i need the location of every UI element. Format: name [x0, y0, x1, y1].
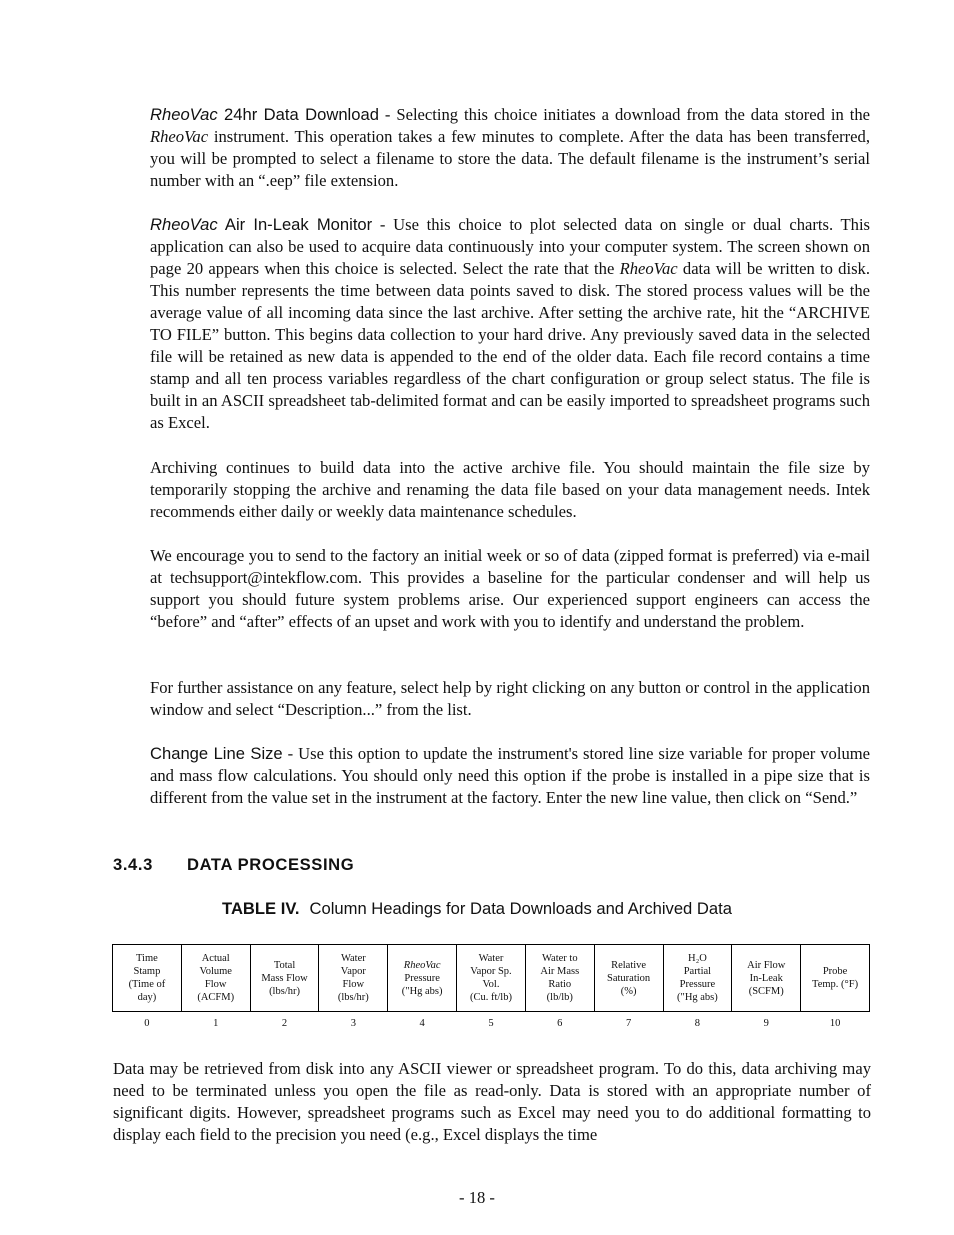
- header-cell: Probe Temp. (°F): [801, 945, 870, 1012]
- column-index: 2: [281, 1018, 288, 1029]
- column-index: 8: [694, 1018, 701, 1029]
- column-index: 1: [213, 1018, 219, 1029]
- column-index: 9: [763, 1018, 769, 1029]
- index-row: [113, 1012, 870, 1030]
- paragraph-change-line-size: Change Line Size - Use this option to update the instrument's stored line size variable for proper volume and mass flow calculations. You should only need this option if the probe is installed in a pipe size that is different from the value set in the instrument at the factory. Enter the new line value, then click on “Send.”: [150, 744, 871, 807]
- column-index: 10: [829, 1018, 841, 1029]
- section-number: 3.4.3: [113, 855, 153, 874]
- header-cell: H₂O Partial Pressure ("Hg abs): [663, 945, 732, 1012]
- header-cell: Time Stamp (Time of day): [113, 945, 182, 1012]
- column-index: 0: [144, 1018, 150, 1029]
- header-row: [113, 945, 870, 1012]
- column-index: 7: [625, 1018, 632, 1029]
- option-title-change-line-size: Change Line Size: [150, 744, 283, 763]
- paragraph-archiving: Archiving continues to build data into the active archive file. You should maintain the file size by temporarily stopping the archive and renaming the data file based on your data management needs. Intek recommends either daily or weekly data maintenance schedules.: [150, 458, 870, 521]
- section-heading: [113, 855, 354, 875]
- header-cell: Relative Saturation (%): [594, 945, 663, 1012]
- paragraph-encourage-send-data: We encourage you to send to the factory an initial week or so of data (zipped format is preferred) via e-mail at techsupport@intekflow.com. This provides a baseline for the particular condenser and will help us support you should future system problems arise. Our experienced support engineers can access the “before” and “after” effects of an upset and work with you to identify and understand the problem.: [150, 546, 870, 631]
- table-caption-text: Column Headings for Data Downloads and Archived Data: [309, 899, 732, 918]
- header-cell: RheoVac Pressure ("Hg abs): [388, 945, 457, 1012]
- column-headings-table: [112, 944, 870, 1030]
- paragraph-data-retrieval: Data may be retrieved from disk into any ASCII viewer or spreadsheet program. To do this, data archiving may need to be terminated unless you open the file as read-only. Data is stored with an appropriate number of significant digits. However, spreadsheet programs such as Excel may need you to do additional formatting to display each field to the precision you need (e.g., Excel displays the time: [113, 1059, 871, 1144]
- column-index: 5: [488, 1018, 494, 1029]
- paragraph-24hr-download: RheoVac 24hr Data Download - Selecting this choice initiates a download from the data stored in the RheoVac instrument. This operation takes a few minutes to complete. After the data has been transferred, you will be prompted to select a filename to store the data. The default filename is the instrument’s serial number with an “.eep” file extension.: [150, 105, 870, 190]
- header-cell: Actual Volume Flow (ACFM): [181, 945, 250, 1012]
- header-cell: Water Vapor Sp. Vol. (Cu. ft/lb): [457, 945, 526, 1012]
- column-index: 6: [557, 1018, 563, 1029]
- column-index: 4: [419, 1018, 425, 1029]
- table-caption: [0, 899, 954, 919]
- header-cell: Water to Air Mass Ratio (lb/lb): [525, 945, 594, 1012]
- table-caption-label: TABLE IV.: [222, 899, 300, 918]
- header-cell: Total Mass Flow (lbs/hr): [250, 945, 319, 1012]
- option-title-air-inleak-monitor: RheoVac Air In-Leak Monitor: [150, 215, 373, 234]
- paragraph-air-inleak-monitor: RheoVac Air In-Leak Monitor - Use this choice to plot selected data on single or dual charts. This application can also be used to acquire data continuously into your computer system. The screen shown on page 20 appears when this choice is selected. Select the rate that the RheoVac data will be written to disk. This number represents the time between data points saved to disk. The stored process values will be the average value of all incoming data since the last archive. After setting the archive rate, hit the “ARCHIVE TO FILE” button. This begins data collection to your hard drive. Any previously saved data in the selected file will be retained as new data is appended to the end of the older data. Each file record contains a time stamp and all ten process variables regardless of the chart configuration or group select status. The file is built in an ASCII spreadsheet tab-delimited format and can be easily imported to spreadsheet programs such as Excel.: [150, 215, 871, 432]
- option-title-24hr-download: RheoVac 24hr Data Download: [150, 105, 379, 124]
- page-number: - 18 -: [459, 1188, 495, 1207]
- header-cell: Water Vapor Flow (lbs/hr): [319, 945, 388, 1012]
- paragraph-further-assistance: For further assistance on any feature, select help by right clicking on any button or control in the application window and select “Description...” from the list.: [150, 678, 870, 719]
- section-title: DATA PROCESSING: [187, 855, 355, 874]
- column-index: 3: [350, 1018, 356, 1029]
- header-cell: Air Flow In-Leak (SCFM): [732, 945, 801, 1012]
